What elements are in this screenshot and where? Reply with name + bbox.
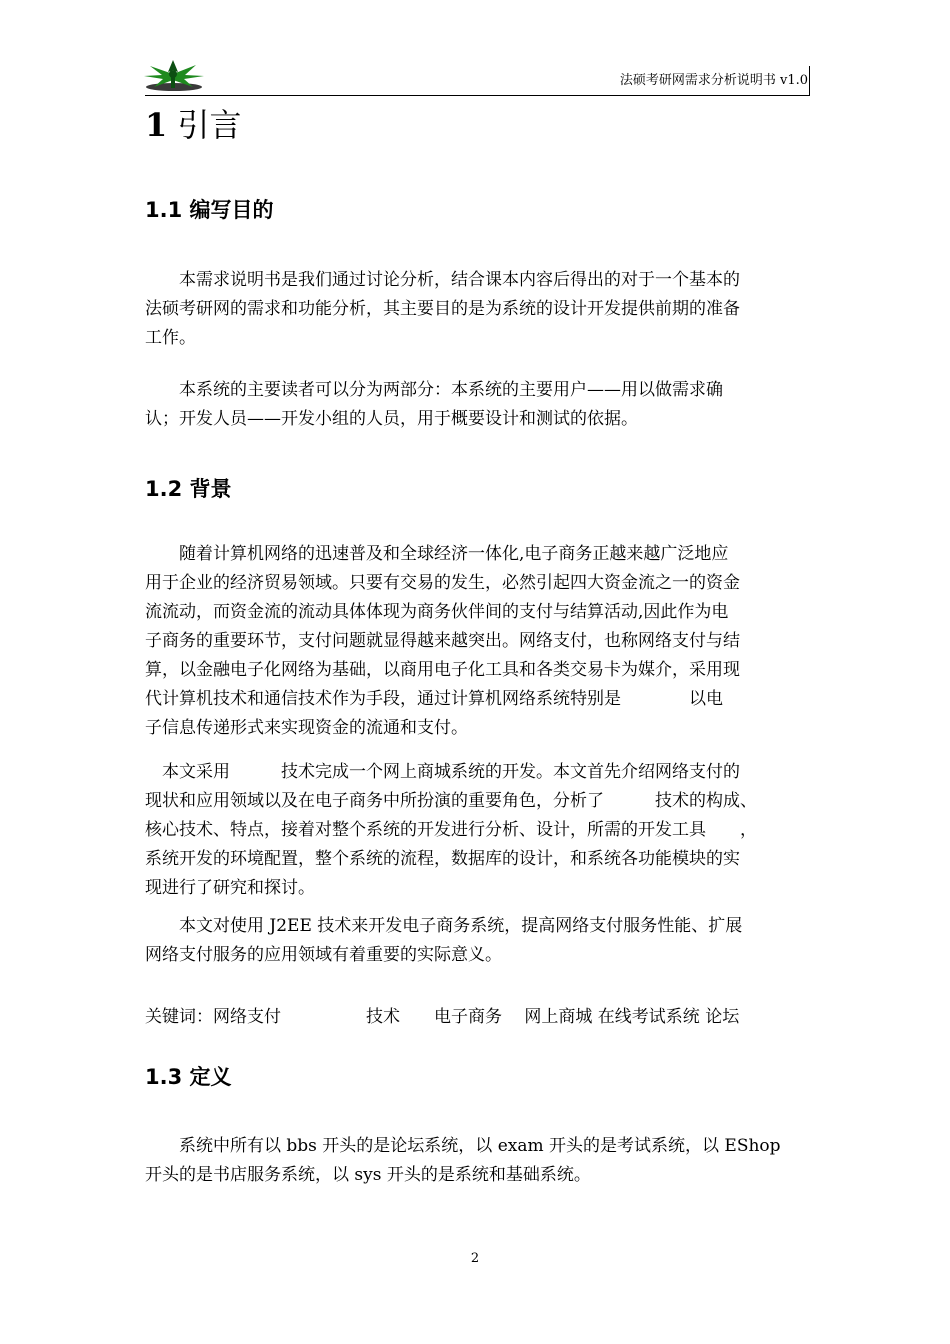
text-line: 系统中所有以 bbs 开头的是论坛系统，以 exam 开头的是考试系统，以 EShop: [179, 1136, 781, 1156]
text-line: 法硕考研网的需求和功能分析，其主要目的是为系统的设计开发提供前期的准备: [145, 299, 740, 319]
text-line: 工作。: [145, 328, 196, 348]
document-header-title: 法硕考研网需求分析说明书 v1.0: [619, 73, 808, 88]
chapter-heading: [145, 104, 241, 146]
chapter-title: 引言: [177, 106, 242, 144]
chapter-number: 1: [145, 106, 168, 144]
text-line: 核心技术、特点，接着对整个系统的开发进行分析、设计，所需的开发工具 ，: [145, 820, 757, 840]
text-line: 本文采用 技术完成一个网上商城系统的开发。本文首先介绍网络支付的: [162, 762, 740, 782]
text-line: 流流动，而资金流的流动具体体现为商务伙伴间的支付与结算活动,因此作为电: [145, 602, 729, 622]
paragraph-background-3: [145, 912, 809, 970]
paragraph-purpose-2: [145, 376, 809, 434]
text-line: 子信息传递形式来实现资金的流通和支付。: [145, 718, 468, 738]
text-line: 用于企业的经济贸易领域。只要有交易的发生，必然引起四大资金流之一的资金: [145, 573, 740, 593]
section-heading-1-3: 1.3 定义: [145, 1065, 232, 1089]
text-line: 开头的是书店服务系统，以 sys 开头的是系统和基础系统。: [145, 1165, 591, 1185]
paragraph-definitions: [145, 1132, 809, 1190]
text-line: 认；开发人员——开发小组的人员，用于概要设计和测试的依据。: [145, 409, 638, 429]
header-rule-tick: [809, 66, 810, 96]
page-number: 2: [470, 1251, 480, 1266]
text-line: 系统开发的环境配置，整个系统的流程，数据库的设计，和系统各功能模块的实: [145, 849, 740, 869]
section-heading-1-1: 1.1 编写目的: [145, 198, 274, 222]
paragraph-background-1: [145, 540, 809, 743]
text-line: 子商务的重要环节，支付问题就显得越来越突出。网络支付，也称网络支付与结: [145, 631, 740, 651]
text-line: 本文对使用 J2EE 技术来开发电子商务系统，提高网络支付服务性能、扩展: [179, 916, 743, 936]
text-line: 代计算机技术和通信技术作为手段，通过计算机网络系统特别是 以电: [145, 689, 723, 709]
text-line: 网络支付服务的应用领域有着重要的实际意义。: [145, 945, 502, 965]
text-line: 本系统的主要读者可以分为两部分：本系统的主要用户——用以做需求确: [179, 380, 723, 400]
paragraph-purpose-1: [145, 266, 809, 353]
keywords-line: 关键词：网络支付 技术 电子商务 网上商城 在线考试系统 论坛: [145, 1007, 740, 1027]
text-line: 现状和应用领域以及在电子商务中所扮演的重要角色，分析了 技术的构成、: [145, 791, 757, 811]
text-line: 算，以金融电子化网络为基础，以商用电子化工具和各类交易卡为媒介，采用现: [145, 660, 740, 680]
palm-logo-icon: [138, 56, 208, 96]
text-line: 随着计算机网络的迅速普及和全球经济一体化,电子商务正越来越广泛地应: [179, 544, 729, 564]
header-rule: [145, 95, 810, 96]
paragraph-background-2: [145, 758, 809, 903]
section-heading-1-2: 1.2 背景: [145, 477, 232, 501]
text-line: 本需求说明书是我们通过讨论分析，结合课本内容后得出的对于一个基本的: [179, 270, 740, 290]
text-line: 现进行了研究和探讨。: [145, 878, 315, 898]
